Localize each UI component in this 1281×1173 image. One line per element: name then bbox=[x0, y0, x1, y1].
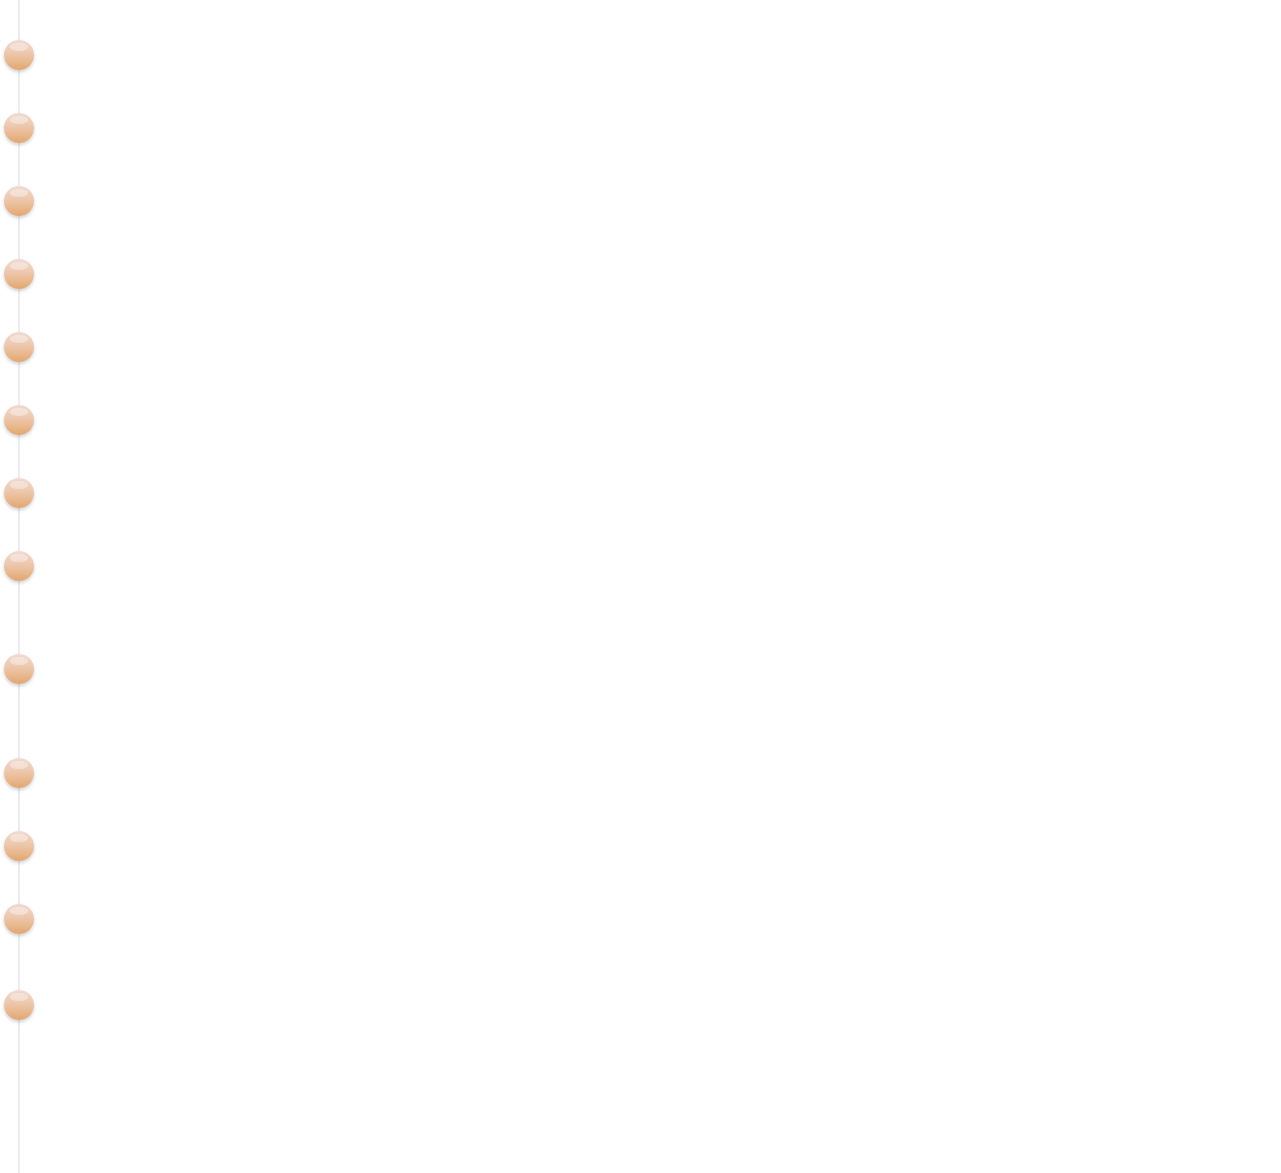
timeline-marker-5[interactable] bbox=[4, 332, 34, 362]
timeline-marker-1[interactable] bbox=[4, 40, 34, 70]
timeline-marker-3[interactable] bbox=[4, 186, 34, 216]
timeline-marker-12[interactable] bbox=[4, 904, 34, 934]
timeline-marker-2[interactable] bbox=[4, 113, 34, 143]
timeline-marker-7[interactable] bbox=[4, 478, 34, 508]
timeline-marker-6[interactable] bbox=[4, 405, 34, 435]
timeline-marker-10[interactable] bbox=[4, 758, 34, 788]
timeline-marker-8[interactable] bbox=[4, 551, 34, 581]
timeline-marker-9[interactable] bbox=[4, 654, 34, 684]
timeline-marker-13[interactable] bbox=[4, 990, 34, 1020]
timeline-marker-4[interactable] bbox=[4, 259, 34, 289]
timeline-marker-11[interactable] bbox=[4, 831, 34, 861]
